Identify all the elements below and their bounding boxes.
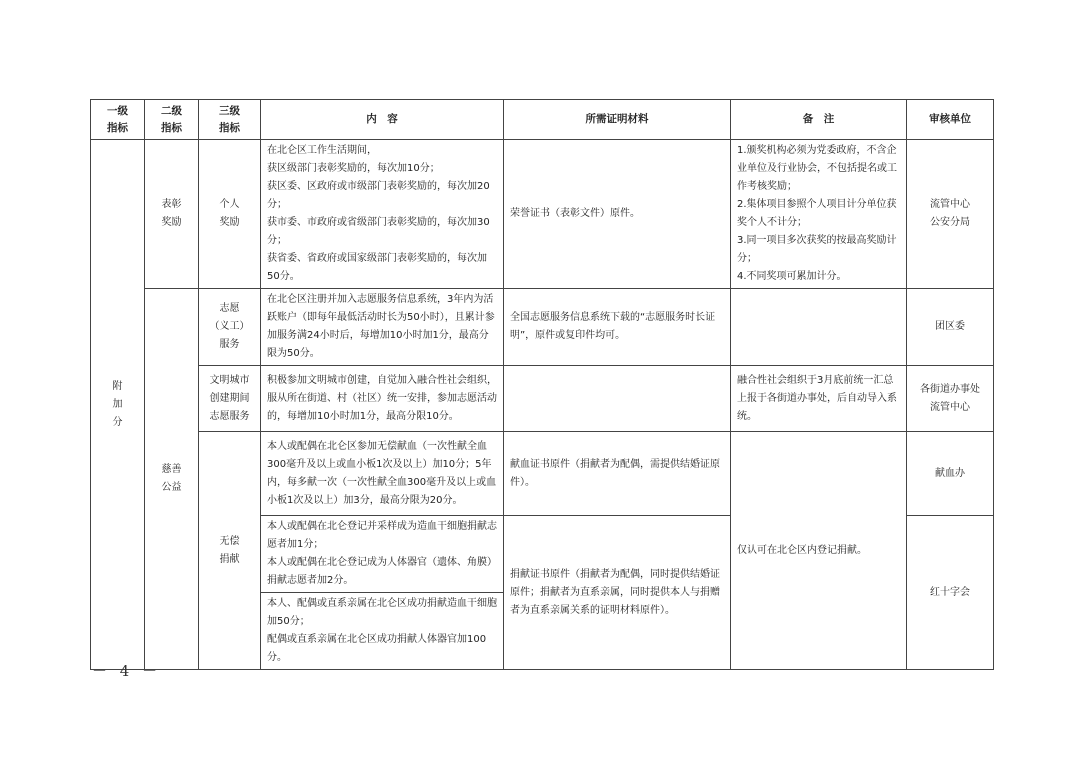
proof-commend-cell: 荣誉证书（表彰文件）原件。 bbox=[504, 140, 731, 289]
header-content: 内 容 bbox=[261, 100, 504, 140]
table-row-commendation bbox=[91, 140, 994, 289]
remark-commend-cell: 1.颁奖机构必须为党委政府，不含企业单位及行业协会，不包括提名或工作考核奖励； 2.集体项目参照个人项目计分单位获奖个人不计分； 3.同一项目多次获奖的按最高奖励计分； 4.不同奖项可累加计分。 bbox=[731, 140, 907, 289]
content-commend-cell: 在北仑区工作生活期间， 获区级部门表彰奖励的，每次加10分； 获区委、区政府或市级部门表彰奖励的，每次加20分； 获市委、市政府或省级部门表彰奖励的，每次加30分； 获省委、省政府或国家级部门表彰奖励的，每次加50分。 bbox=[261, 140, 504, 289]
table-row-blood-donation bbox=[91, 432, 994, 516]
header-remark: 备 注 bbox=[731, 100, 907, 140]
level3-commend-cell: 个人 奖励 bbox=[199, 140, 261, 289]
remark-civilized-cell: 融合性社会组织于3月底前统一汇总上报于各街道办事处，后自动导入系统。 bbox=[731, 366, 907, 432]
proof-blood-cell: 献血证书原件（捐献者为配偶，需提供结婚证原件）。 bbox=[504, 432, 731, 516]
unit-commend-cell: 流管中心 公安分局 bbox=[907, 140, 994, 289]
level3-civilized-cell: 文明城市 创建期间 志愿服务 bbox=[199, 366, 261, 432]
level2-welfare-cell: 慈善 公益 bbox=[145, 289, 199, 670]
table-row-volunteer bbox=[91, 289, 994, 366]
score-table bbox=[90, 99, 994, 670]
proof-civilized-cell bbox=[504, 366, 731, 432]
content-blood-cell: 本人或配偶在北仑区参加无偿献血（一次性献全血300毫升及以上或血小板1次及以上）加10分；5年内，每多献一次（一次性献全血300毫升及以上或血小板1次及以上）加3分，最高分限为20分。 bbox=[261, 432, 504, 516]
header-unit: 审核单位 bbox=[907, 100, 994, 140]
table-row-civilized-city bbox=[91, 366, 994, 432]
content-civilized-cell: 积极参加文明城市创建，自觉加入融合性社会组织，服从所在街道、村（社区）统一安排，参加志愿活动的，每增加10小时加1分，最高分限10分。 bbox=[261, 366, 504, 432]
level3-donation-cell: 无偿 捐献 bbox=[199, 432, 261, 670]
level3-volunteer-cell: 志愿 （义工） 服务 bbox=[199, 289, 261, 366]
header-level2: 二级 指标 bbox=[145, 100, 199, 140]
remark-donation-cell: 仅认可在北仑区内登记捐献。 bbox=[731, 432, 907, 670]
table-header-row bbox=[91, 100, 994, 140]
proof-donation-cell: 捐献证书原件（捐献者为配偶，同时提供结婚证原件；捐献者为直系亲属，同时提供本人与捐赠者为直系亲属关系的证明材料原件）。 bbox=[504, 516, 731, 670]
unit-blood-cell: 献血办 bbox=[907, 432, 994, 516]
content-volunteer-cell: 在北仑区注册并加入志愿服务信息系统，3年内为活跃账户（即每年最低活动时长为50小时），且累计参加服务满24小时后，每增加10小时加1分，最高分限为50分。 bbox=[261, 289, 504, 366]
level2-commend-cell: 表彰 奖励 bbox=[145, 140, 199, 289]
unit-redcross-cell: 红十字会 bbox=[907, 516, 994, 670]
page-number: － 4 － bbox=[92, 662, 162, 680]
unit-volunteer-cell: 团区委 bbox=[907, 289, 994, 366]
header-level1: 一级 指标 bbox=[91, 100, 145, 140]
header-proof: 所需证明材料 bbox=[504, 100, 731, 140]
content-success-cell: 本人、配偶或直系亲属在北仑区成功捐献造血干细胞加50分； 配偶或直系亲属在北仑区成功捐献人体器官加100分。 bbox=[261, 593, 504, 670]
proof-volunteer-cell: 全国志愿服务信息系统下载的“志愿服务时长证明”，原件或复印件均可。 bbox=[504, 289, 731, 366]
content-register-cell: 本人或配偶在北仑登记并采样成为造血干细胞捐献志愿者加1分； 本人或配偶在北仑登记成为人体器官（遗体、角膜）捐献志愿者加2分。 bbox=[261, 516, 504, 593]
level1-cell: 附 加 分 bbox=[91, 140, 145, 670]
header-level3: 三级 指标 bbox=[199, 100, 261, 140]
remark-volunteer-cell bbox=[731, 289, 907, 366]
unit-civilized-cell: 各街道办事处 流管中心 bbox=[907, 366, 994, 432]
